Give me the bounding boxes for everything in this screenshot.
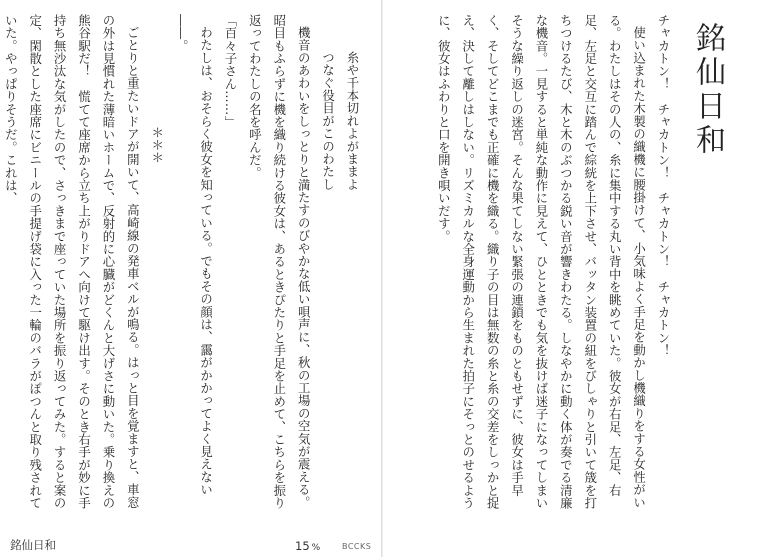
left-page [0,0,382,557]
paragraph: 機音のあわいをしっとりと満たすのびやかな低い唄声に、秋の工場の空気が震える。昭目もふらずに機を織り続ける彼女は、あるときぴたりと手足を止めて、こちらを振り返ってわたしの名を呼んだ。 [247,14,312,510]
poem-line: つなぐ役目がこのわたし [320,51,336,191]
section-separator: ＊＊＊ [149,125,165,164]
book-title: 銘仙日和 [690,22,725,158]
brand-logo[interactable]: BCCKS [342,542,372,551]
reading-progress [295,539,320,553]
right-page [383,0,765,557]
poem-line: 糸や千本切れよがままよ [345,51,360,191]
right-page-body [385,14,675,519]
left-page-body [4,14,364,519]
paragraph: ごとりと重たいドアが開いて、高崎線の発車ベルが鳴る。はっと目を覚ますと、車窓の外は見慣れた薄暗いホームで、反射的に心臓がどくんと大げさに動いた。乗り換えの熊谷駅だ！ 慌てて座席から立ち上がりドアへ向けて駆け出す。そのとき右手が妙に手持ち無沙汰な気がしたので、さっきまで座っていた場所を振り返ってみた。すると案の定、閑散とした座席にビニールの手提げ袋に入った一輪のバラがぽつんと取り残されていた。やっぱりそうだ。これは、 [3,14,141,510]
dialogue-line: 「百々子さん……」 [222,14,238,129]
paragraph: 使い込まれた木製の織機に腰掛けて、小気味よく手足を動かし機織りをする女性がいる。わたしはその人の、糸に集中する丸い背中を眺めていた。彼女が右足、左足、右足、左足と交互に踏んで綜絖を上下させ、バッタン装置の紐をびしゃりと引いて筬を打ちつけるたび、木と木のぶつかる鋭い音が響きわたる。しなやかに動く体が奏でる清廉な機音。一見すると単純な動作に見えて、ひとときでも気を抜けば迷子になってしまいそうな繰り返しの迷宮。そんな果てしない緊張の連鎖をものともせずに、彼女は手早く、そしてどこまでも正確に機を織る。織り子の目は無数の糸と糸の交差をしっかと捉え、決して離しはしない。リズミカルな全身運動から生まれた拍子にそっとのせるように、彼女はふわりと口を開き唄いだす。 [436,14,647,510]
progress-value: 15 [295,539,310,553]
footer-book-title: 銘仙日和 [10,538,56,552]
progress-unit: % [311,543,321,553]
paragraph: チャカトン！ チャカトン！ チャカトン！ チャカトン！ [656,14,671,357]
paragraph: わたしは、おそらく彼女を知っている。でもその顔は、靄がかかってよく見えない――。 [174,14,214,497]
